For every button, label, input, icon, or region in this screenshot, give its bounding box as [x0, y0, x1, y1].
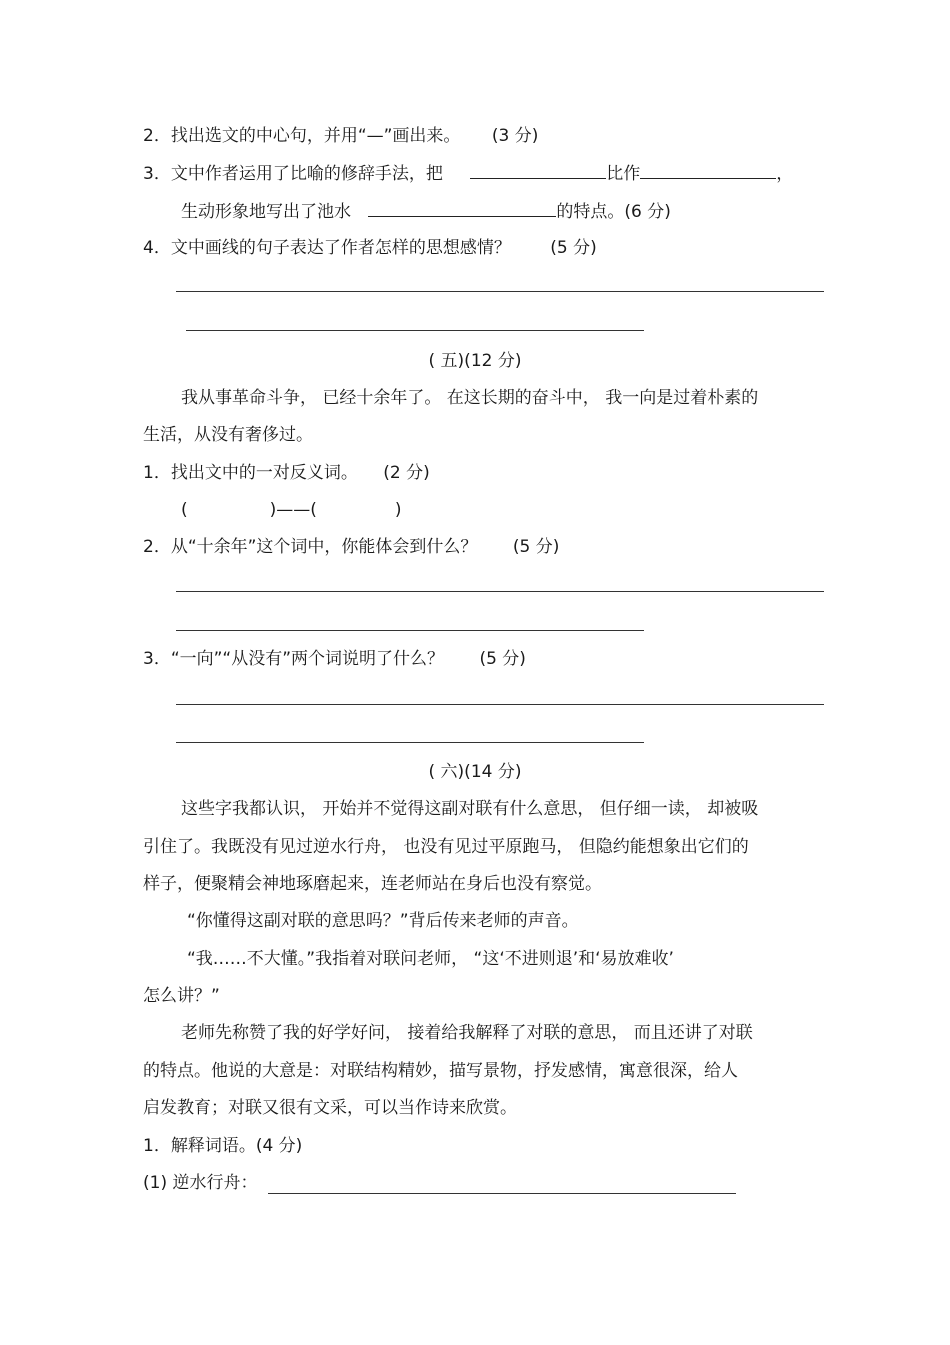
passage-line: “我……不大懂。”我指着对联问老师， “这‘不进则退’和‘易放难收’ — [187, 949, 674, 969]
question-1-1: (1) 逆水行舟： — [143, 1173, 258, 1193]
answer-blank[interactable] — [640, 162, 776, 179]
question-3-line1: 3．文中作者运用了比喻的修辞手法，把 比作 ， — [143, 164, 794, 184]
answer-line[interactable] — [176, 704, 824, 705]
score: (5 分) — [550, 238, 597, 258]
antonym-pair: ( )——( ) — [181, 500, 402, 520]
passage-line: 样子，便聚精会神地琢磨起来，连老师站在身后也没有察觉。 — [143, 874, 602, 894]
score: (2 分) — [383, 463, 430, 483]
question-3-line2: 生动形象地写出了池水 的特点。(6 分) — [181, 202, 671, 222]
passage-line: “你懂得这副对联的意思吗？”背后传来老师的声音。 — [187, 911, 579, 931]
answer-line[interactable] — [176, 591, 824, 592]
answer-line[interactable] — [268, 1193, 736, 1194]
passage-line: 生活，从没有奢侈过。 — [143, 425, 313, 445]
score: (5 分) — [479, 649, 526, 669]
passage-line: 这些字我都认识， 开始并不觉得这副对联有什么意思， 但仔细一读， 却被吸 — [181, 799, 759, 819]
answer-line[interactable] — [186, 330, 644, 331]
passage-line: 的特点。他说的大意是：对联结构精妙，描写景物，抒发感情，寓意很深，给人 — [143, 1061, 738, 1081]
score: (5 分) — [512, 537, 560, 557]
section-heading: ( 五)(12 分) — [428, 351, 522, 371]
passage-line: 怎么讲？” — [143, 986, 220, 1006]
question-1: 1．解释词语。(4 分) — [143, 1136, 303, 1156]
passage-line: 引住了。我既没有见过逆水行舟， 也没有见过平原跑马， 但隐约能想象出它们的 — [143, 837, 749, 857]
answer-blank[interactable] — [368, 200, 556, 217]
question-2: 2．找出选文的中心句，并用“—”画出来。 (3 分) — [143, 126, 539, 146]
question-4: 4．文中画线的句子表达了作者怎样的思想感情？ (5 分) — [143, 238, 597, 258]
answer-line[interactable] — [176, 291, 824, 292]
question-1: 1．找出文中的一对反义词。 (2 分) — [143, 463, 430, 483]
passage-line: 我从事革命斗争， 已经十余年了。 在这长期的奋斗中， 我一向是过着朴素的 — [181, 388, 759, 408]
answer-blank[interactable] — [470, 162, 606, 179]
question-3: 3．“一向”“从没有”两个词说明了什么？ (5 分) — [143, 649, 526, 669]
score: (3 分) — [491, 126, 539, 146]
passage-line: 老师先称赞了我的好学好问， 接着给我解释了对联的意思， 而且还讲了对联 — [181, 1023, 753, 1043]
section-heading: ( 六)(14 分) — [428, 762, 522, 782]
passage-line: 启发教育；对联又很有文采，可以当作诗来欣赏。 — [143, 1098, 517, 1118]
answer-line[interactable] — [176, 742, 644, 743]
question-2: 2．从“十余年”这个词中，你能体会到什么？ (5 分) — [143, 537, 560, 557]
answer-line[interactable] — [176, 630, 644, 631]
